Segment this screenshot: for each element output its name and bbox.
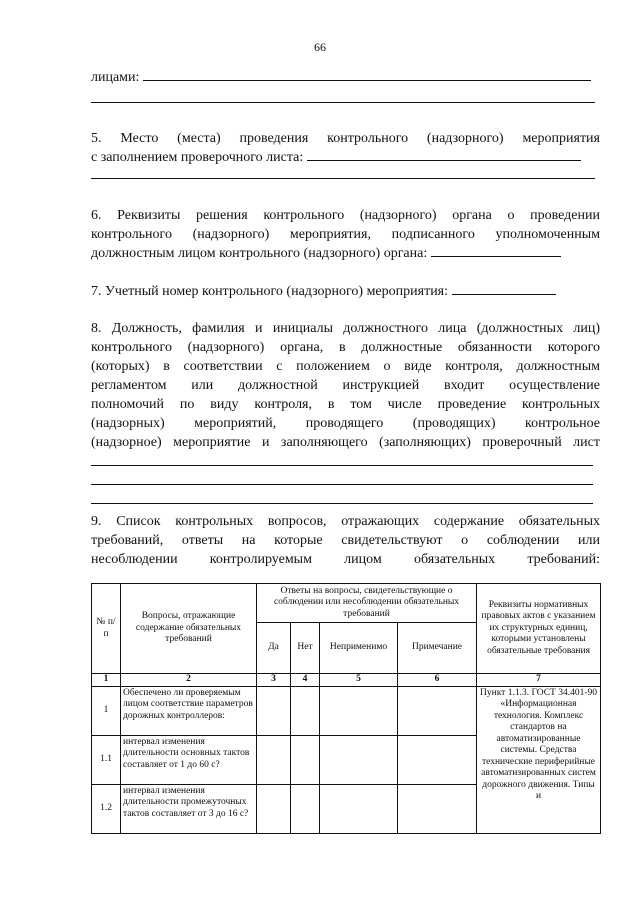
row-num: 1.1 (92, 735, 121, 784)
column-number: 1 (92, 674, 121, 687)
section-9-line: 9. Список контрольных вопросов, отражающих содержание обязательных (91, 514, 600, 529)
header-requisites: Реквизиты нормативных правовых актов с указанием их структурных единиц, которыми установлены обязательные требования (477, 584, 601, 674)
answer-no-cell[interactable] (291, 784, 320, 833)
column-number: 4 (291, 674, 320, 687)
header-num: № п/п (92, 584, 121, 674)
section-8-line: 8. Должность, фамилия и инициалы должностного лица (должностных лиц) (91, 321, 600, 336)
requisites-cell: Пункт 1.1.3. ГОСТ 34.401-90 «Информационная технология. Комплекс стандартов на автоматизированные системы. Средства технические периферийные автоматизированных систем дорожного движения. Типы и (477, 686, 601, 833)
section-7-line (91, 282, 600, 301)
answer-note-cell[interactable] (398, 784, 477, 833)
answer-yes-cell[interactable] (257, 735, 291, 784)
section-7-label: 7. Учетный номер контрольного (надзорного) мероприятия: (91, 284, 449, 299)
header-no: Нет (291, 623, 320, 674)
section-5-line-1: 5. Место (места) проведения контрольного (надзорного) мероприятия (91, 131, 600, 146)
blank-line (91, 178, 595, 179)
faces-fill-line (143, 80, 591, 81)
answer-na-cell[interactable] (320, 784, 398, 833)
column-number: 3 (257, 674, 291, 687)
blank-line (91, 484, 593, 485)
blank-line (91, 102, 595, 103)
answer-na-cell[interactable] (320, 735, 398, 784)
row-question: интервал изменения длительности промежуточных тактов составляет от 3 до 16 с? (121, 784, 257, 833)
column-number: 6 (398, 674, 477, 687)
answer-no-cell[interactable] (291, 735, 320, 784)
section-8-line: (надзорных) мероприятий, проводящего (проводящих) контрольное (91, 416, 600, 431)
row-question: интервал изменения длительности основных тактов составляет от 1 до 60 с? (121, 735, 257, 784)
answer-no-cell[interactable] (291, 686, 320, 735)
header-note: Примечание (398, 623, 477, 674)
section-7-fill-line (452, 294, 556, 295)
answer-note-cell[interactable] (398, 686, 477, 735)
section-5-label: с заполнением проверочного листа: (91, 150, 304, 165)
answer-yes-cell[interactable] (257, 784, 291, 833)
blank-line (91, 465, 593, 466)
section-5-fill-line (307, 160, 581, 161)
table-row (92, 686, 601, 735)
row-num: 1 (92, 686, 121, 735)
column-number: 5 (320, 674, 398, 687)
answer-note-cell[interactable] (398, 735, 477, 784)
section-6-line-1: 6. Реквизиты решения контрольного (надзорного) органа о проведении (91, 208, 600, 223)
section-8-line: (надзорное) мероприятие и заполняющего (заполняющих) проверочный лист (91, 435, 600, 450)
column-number-row (92, 674, 601, 687)
section-8-line: (которых) в соответствии с положением о виде контроля, должностным (91, 359, 600, 374)
section-8-line: регламентом или должностной инструкцией входит осуществление (91, 378, 600, 393)
answer-na-cell[interactable] (320, 686, 398, 735)
table-header-row (92, 584, 601, 623)
section-9-line: требований, ответы на которые свидетельствуют о соблюдении или (91, 533, 600, 548)
section-5-line-2 (91, 148, 600, 167)
header-not-applicable: Неприменимо (320, 623, 398, 674)
header-yes: Да (257, 623, 291, 674)
row-question: Обеспечено ли проверяемым лицом соответствие параметров дорожных контроллеров: (121, 686, 257, 735)
header-questions: Вопросы, отражающие содержание обязательных требований (121, 584, 257, 674)
blank-line (91, 503, 593, 504)
section-8-paragraph (91, 319, 600, 452)
row-num: 1.2 (92, 784, 121, 833)
checklist-table (91, 583, 601, 834)
section-9-paragraph (91, 512, 600, 569)
column-number: 2 (121, 674, 257, 687)
column-number: 7 (477, 674, 601, 687)
section-6-fill-line (431, 256, 561, 257)
page-number: 66 (314, 40, 326, 54)
faces-line (91, 68, 600, 87)
section-8-line: контрольного (надзорного) органа, в должностные обязанности которого (91, 340, 600, 355)
section-9-line: несоблюдении контролируемым лицом обязательных требований: (91, 552, 600, 567)
faces-label: лицами: (91, 70, 140, 85)
answer-yes-cell[interactable] (257, 686, 291, 735)
section-6-label: должностным лицом контрольного (надзорного) органа: (91, 246, 428, 261)
section-6-line-3 (91, 244, 600, 263)
section-6-line-2: контрольного (надзорного) мероприятия, подписанного уполномоченным (91, 227, 600, 242)
section-8-line: полномочий по виду контроля, в том числе проведение контрольных (91, 397, 600, 412)
header-answers-group: Ответы на вопросы, свидетельствующие о соблюдении или несоблюдении обязательных требований (257, 584, 477, 623)
